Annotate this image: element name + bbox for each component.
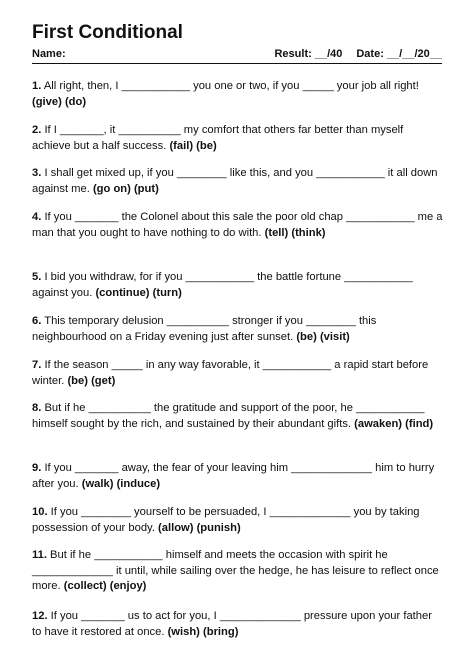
question-text: If you _______ us to act for you, I _____________ pressure upon your father to have it restored at once. [32, 610, 432, 638]
question-number: 11. [32, 549, 47, 561]
question-text: If you _______ away, the fear of your leaving him _____________ him to hurry after you. [32, 462, 435, 490]
question-10 [32, 505, 444, 536]
question-number: 6. [32, 315, 42, 327]
question-text: I shall get mixed up, if you ________ like this, and you ___________ it all down against me. [32, 167, 438, 195]
question-8 [32, 401, 444, 432]
question-number: 5. [32, 271, 42, 283]
question-text: If I _______, it __________ my comfort that others far better than myself achieve but a half success. [32, 124, 404, 152]
verb-hint: (allow) (punish) [158, 521, 241, 534]
question-text: I bid you withdraw, for if you ___________ the battle fortune ___________ against you. [32, 271, 413, 299]
question-4 [32, 210, 444, 241]
verb-hint: (wish) (bring) [167, 625, 239, 638]
verb-hint: (give) (do) [32, 95, 87, 108]
header-right [274, 48, 442, 60]
question-2 [32, 123, 444, 154]
verb-hint: (collect) (enjoy) [63, 580, 147, 592]
verb-hint: (be) (get) [67, 374, 116, 387]
verb-hint: (awaken) (find) [354, 417, 434, 430]
question-text: If you ________ yourself to be persuaded, I _____________ you by taking possession of your body. [32, 506, 420, 534]
verb-hint: (be) (visit) [296, 330, 350, 343]
question-11 [32, 548, 444, 595]
name-label: Name: [32, 48, 66, 60]
question-text: All right, then, I ___________ you one or two, if you _____ your job all right! [43, 80, 419, 92]
question-text: But if he __________ the gratitude and support of the poor, he ___________ himself sought by the rich, and sustained by their abundant gifts. [32, 402, 425, 430]
verb-hint: (fail) (be) [169, 139, 217, 152]
question-text: If you _______ the Colonel about this sale the poor old chap ___________ me a man that you ought to have nothing to do with. [32, 211, 443, 239]
header-row [32, 48, 442, 64]
date-field [356, 48, 442, 60]
question-text: This temporary delusion __________ stronger if you ________ this neighbourhood on a Friday evening just after sunset. [32, 315, 377, 343]
question-5 [32, 270, 444, 301]
question-6 [32, 314, 444, 345]
question-number: 10. [32, 506, 48, 518]
result-value: __/40 [314, 48, 343, 60]
question-number: 1. [32, 80, 42, 92]
verb-hint: (walk) (induce) [81, 477, 161, 490]
question-number: 4. [32, 211, 42, 223]
verb-hint: (continue) (turn) [95, 286, 182, 299]
question-9 [32, 461, 444, 492]
verb-hint: (go on) (put) [92, 182, 159, 195]
page-title: First Conditional [32, 22, 183, 43]
date-value: __/__/20__ [386, 48, 442, 60]
result-label: Result: [274, 48, 312, 60]
question-number: 8. [32, 402, 42, 414]
verb-hint: (tell) (think) [264, 226, 326, 239]
question-3 [32, 166, 444, 197]
question-number: 3. [32, 167, 42, 179]
question-number: 7. [32, 359, 42, 371]
question-text: If the season _____ in any way favorable, it ___________ a rapid start before winter. [32, 359, 429, 387]
question-number: 2. [32, 124, 42, 136]
question-text: But if he ___________ himself and meets the occasion with spirit he _____________ it until, while sailing over the hedge, he has leisure to reflect once more. [32, 549, 439, 592]
question-1 [32, 79, 444, 110]
result-field [274, 48, 342, 60]
question-number: 12. [32, 610, 48, 622]
question-12 [32, 609, 444, 640]
question-number: 9. [32, 462, 42, 474]
question-7 [32, 358, 444, 389]
date-label: Date: [356, 48, 384, 60]
